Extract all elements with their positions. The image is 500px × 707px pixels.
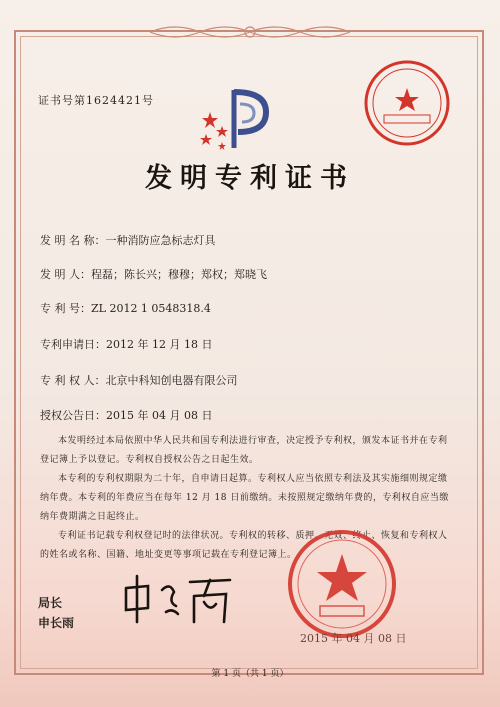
field-patent-number xyxy=(40,300,211,316)
field-inventors xyxy=(40,266,267,282)
field-grant-date xyxy=(40,407,212,423)
cnipa-official-seal-icon xyxy=(286,528,398,640)
field-label: 发 明 名 称： xyxy=(40,234,106,247)
field-value: ZL 2012 1 0548318.4 xyxy=(91,302,211,315)
field-label: 专 利 号： xyxy=(40,302,91,315)
field-value: 2015 年 04 月 08 日 xyxy=(106,409,213,422)
page-number: 第 1 页（共 1 页） xyxy=(211,669,289,679)
field-invention-name xyxy=(40,232,216,248)
agency-seal-icon xyxy=(362,58,452,148)
field-label: 授权公告日： xyxy=(40,409,106,422)
handwritten-signature-icon xyxy=(118,568,238,628)
field-label: 发 明 人： xyxy=(40,268,91,281)
field-patentee xyxy=(40,372,238,388)
signatory-name: 申长雨 xyxy=(38,616,75,630)
field-label: 专利申请日： xyxy=(40,338,106,351)
body-paragraph: 本专利的专利权期限为二十年，自申请日起算。专利权人应当依照专利法及其实施细则规定缴纳年费。本专利的年费应当在每年 12 月 18 日前缴纳。未按照规定缴纳年费的，专利权自应当缴纳年费期满之日起终止。 xyxy=(40,474,449,522)
seal-date: 2015 年 04 月 08 日 xyxy=(300,632,407,645)
field-value: 2012 年 12 月 18 日 xyxy=(106,338,213,351)
body-paragraph: 专利证书记载专利权登记时的法律状况。专利权的转移、质押、无效、终止、恢复和专利权人的姓名或名称、国籍、地址变更等事项记载在专利登记簿上。 xyxy=(40,531,448,560)
certificate-number: 证书号第1624421号 xyxy=(38,94,154,107)
signatory-title: 局长 xyxy=(38,596,63,610)
page-title: 发明专利证书 xyxy=(145,163,355,194)
body-paragraph: 本发明经过本局依照中华人民共和国专利法进行审查，决定授予专利权，颁发本证书并在专利登记簿上予以登记。专利权自授权公告之日起生效。 xyxy=(40,436,448,465)
cnipa-logo-icon xyxy=(196,82,276,152)
ornament-top-icon xyxy=(150,22,350,42)
field-application-date xyxy=(40,336,212,352)
field-value: 北京中科知创电器有限公司 xyxy=(105,374,238,387)
field-value: 程磊；陈长兴；穆穆；郑权；郑晓飞 xyxy=(91,268,267,281)
field-label: 专 利 权 人： xyxy=(40,374,106,387)
field-value: 一种消防应急标志灯具 xyxy=(105,234,216,247)
